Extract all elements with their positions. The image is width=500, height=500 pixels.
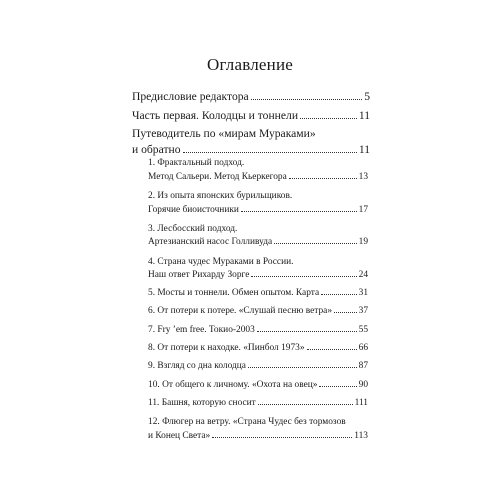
toc-entry-title: 11. Башня, которую сносит <box>148 398 256 408</box>
dot-leader <box>307 349 357 350</box>
toc-subentry-5[interactable] <box>148 288 368 298</box>
toc-entry-title: 8. От потери к находке. «Пинбол 1973» <box>148 343 305 353</box>
toc-subentry-10[interactable] <box>148 380 368 390</box>
toc-page-number: 113 <box>354 431 368 441</box>
toc-subentry-11[interactable] <box>148 398 368 408</box>
toc-page-number: 13 <box>358 172 368 182</box>
toc-subentry-12[interactable] <box>148 431 368 441</box>
toc-subentry-title-line[interactable]: 2. Из опыта японских бурильщиков. <box>148 191 293 201</box>
toc-entry-title: Часть первая. Колодцы и тоннели <box>132 109 299 122</box>
toc-page-number: 66 <box>358 343 368 353</box>
toc-entry-guide[interactable] <box>132 143 370 156</box>
toc-subentry-4[interactable] <box>148 270 368 280</box>
dot-leader <box>212 437 352 438</box>
toc-entry-title: Наш ответ Рихарду Зорге <box>148 270 250 280</box>
dot-leader <box>321 294 356 295</box>
toc-page-number: 87 <box>358 361 368 371</box>
toc-page-number: 31 <box>358 288 368 298</box>
dot-leader <box>274 243 356 244</box>
dot-leader <box>300 118 357 119</box>
toc-page-number: 111 <box>354 398 368 408</box>
toc-page-number: 24 <box>358 270 368 280</box>
toc-subentry-title-line[interactable]: 4. Страна чудес Мураками в России. <box>148 257 294 267</box>
toc-subentry-title-line[interactable]: 3. Лесбосский подход. <box>148 224 238 234</box>
toc-subentry-title-line[interactable]: 12. Флюгер на ветру. «Страна Чудес без тормозов <box>148 417 346 427</box>
toc-page-number: 5 <box>364 90 370 103</box>
dot-leader <box>183 152 357 153</box>
toc-page-number: 19 <box>358 237 368 247</box>
toc-entry-title: 10. От общего к личному. «Охота на овец» <box>148 380 318 390</box>
toc-entry-title-line[interactable]: Путеводитель по «мирам Мураками» <box>132 127 316 140</box>
toc-subentry-3[interactable] <box>148 237 368 247</box>
toc-page-number: 37 <box>358 306 368 316</box>
toc-subentry-title-line[interactable]: 1. Фрактальный подход. <box>148 158 245 168</box>
dot-leader <box>334 312 357 313</box>
toc-entry-title: 6. От потери к потере. «Слушай песню ветра» <box>148 306 333 316</box>
toc-entry-title: Метод Сальери. Метод Кьеркегора <box>148 172 287 182</box>
dot-leader <box>257 331 357 332</box>
toc-page-number: 17 <box>358 205 368 215</box>
toc-entry-part-one[interactable] <box>132 109 370 122</box>
dot-leader <box>248 367 357 368</box>
toc-subentry-8[interactable] <box>148 343 368 353</box>
toc-entry-title: 7. Fry ’em free. Токио-2003 <box>148 325 255 335</box>
toc-subentry-6[interactable] <box>148 306 368 316</box>
dot-leader <box>251 276 356 277</box>
dot-leader <box>251 99 363 100</box>
toc-entry-title: 9. Взгляд со дна колодца <box>148 361 246 371</box>
page-title: Оглавление <box>207 55 293 74</box>
toc-subentry-1[interactable] <box>148 172 368 182</box>
toc-page-number: 55 <box>358 325 368 335</box>
toc-page-number: 90 <box>358 380 368 390</box>
toc-entry-title: и обратно <box>132 143 181 156</box>
dot-leader <box>241 211 357 212</box>
toc-subentry-7[interactable] <box>148 325 368 335</box>
toc-entry-preface[interactable] <box>132 90 370 103</box>
toc-page-number: 11 <box>358 143 370 156</box>
dot-leader <box>289 178 357 179</box>
dot-leader <box>258 404 353 405</box>
toc-page-number: 11 <box>358 109 370 122</box>
dot-leader <box>319 386 356 387</box>
toc-entry-title: Артезианский насос Голливуда <box>148 237 273 247</box>
toc-entry-title: Горячие биоисточники <box>148 205 239 215</box>
toc-entry-title: Предисловие редактора <box>132 90 249 103</box>
toc-subentry-9[interactable] <box>148 361 368 371</box>
toc-entry-title: 5. Мосты и тоннели. Обмен опытом. Карта <box>148 288 320 298</box>
toc-subentry-2[interactable] <box>148 205 368 215</box>
toc-entry-title: и Конец Света» <box>148 431 211 441</box>
